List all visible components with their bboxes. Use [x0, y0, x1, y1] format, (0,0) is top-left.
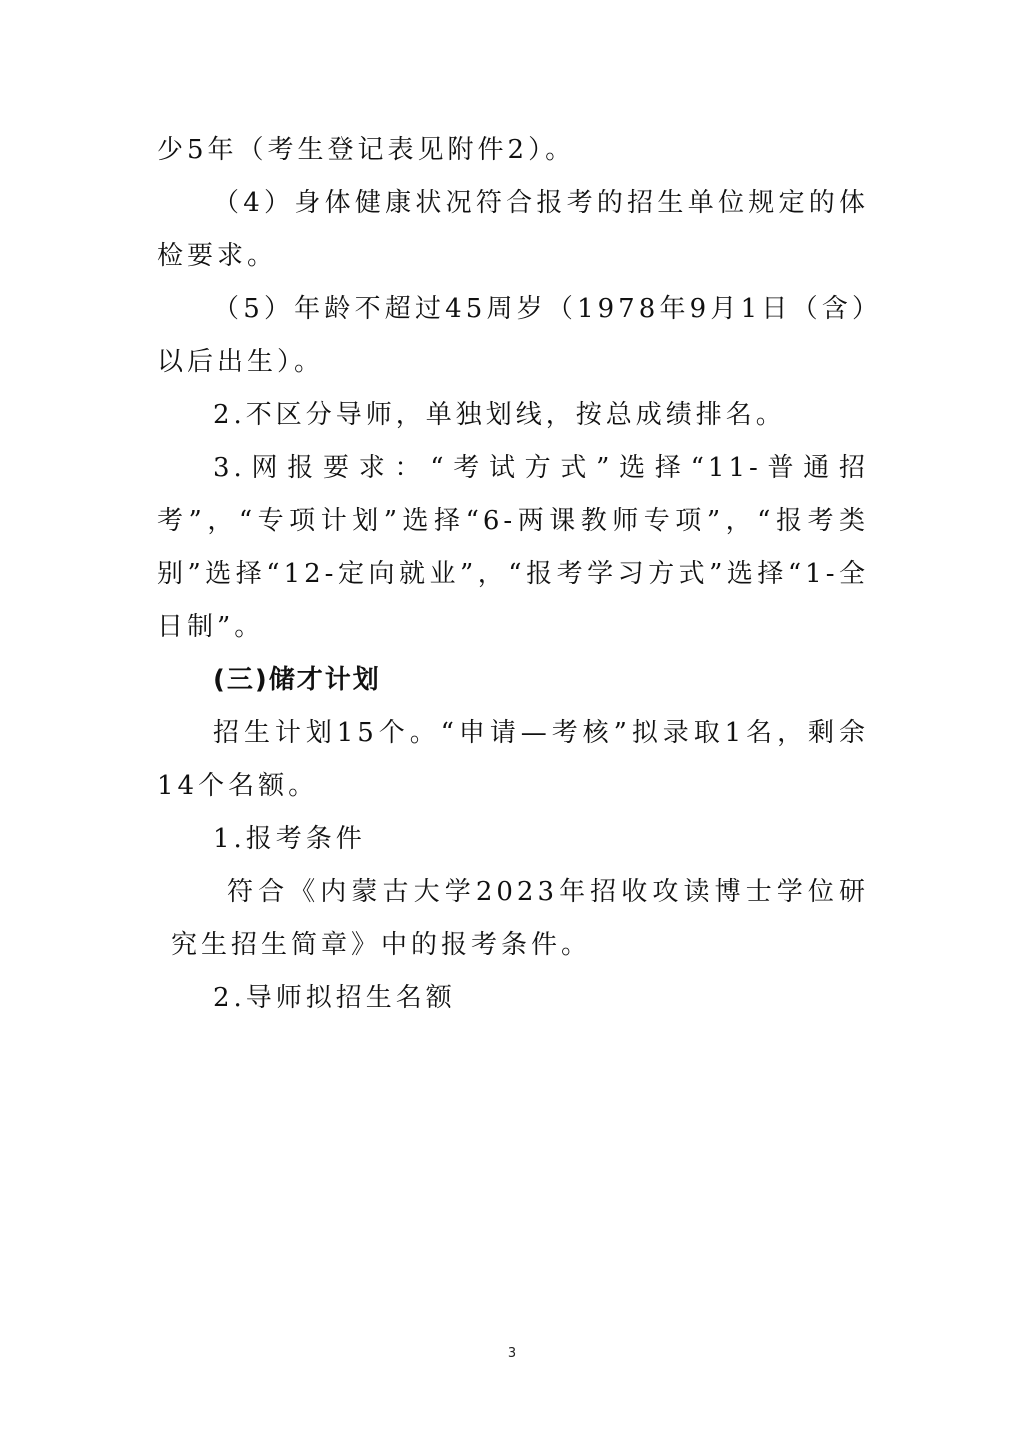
document-body	[157, 124, 869, 1025]
paragraph-enrollment-plan: 招生计划15个。“申请—考核”拟录取1名，剩余14个名额。	[157, 718, 869, 801]
section-heading-talent-plan: (三)储才计划	[213, 665, 381, 695]
paragraph-health-requirement: （4）身体健康状况符合报考的招生单位规定的体检要求。	[157, 188, 869, 271]
subheading-supervisor-quota: 2.导师拟招生名额	[213, 983, 456, 1013]
paragraph-online-registration: 3.网报要求：“考试方式”选择“11-普通招考”，“专项计划”选择“6-两课教师专项”，“报考类别”选择“12-定向就业”，“报考学习方式”选择“1-全日制”。	[157, 453, 869, 642]
paragraph-continuation: 少5年（考生登记表见附件2）。	[157, 135, 576, 165]
subheading-application-conditions: 1.报考条件	[213, 824, 366, 854]
paragraph-ranking-rule: 2.不区分导师，单独划线，按总成绩排名。	[213, 400, 786, 430]
page-number: 3	[507, 1346, 517, 1361]
paragraph-age-requirement: （5）年龄不超过45周岁（1978年9月1日（含）以后出生）。	[157, 294, 869, 377]
paragraph-application-conditions: 符合《内蒙古大学2023年招收攻读博士学位研究生招生简章》中的报考条件。	[171, 877, 869, 960]
